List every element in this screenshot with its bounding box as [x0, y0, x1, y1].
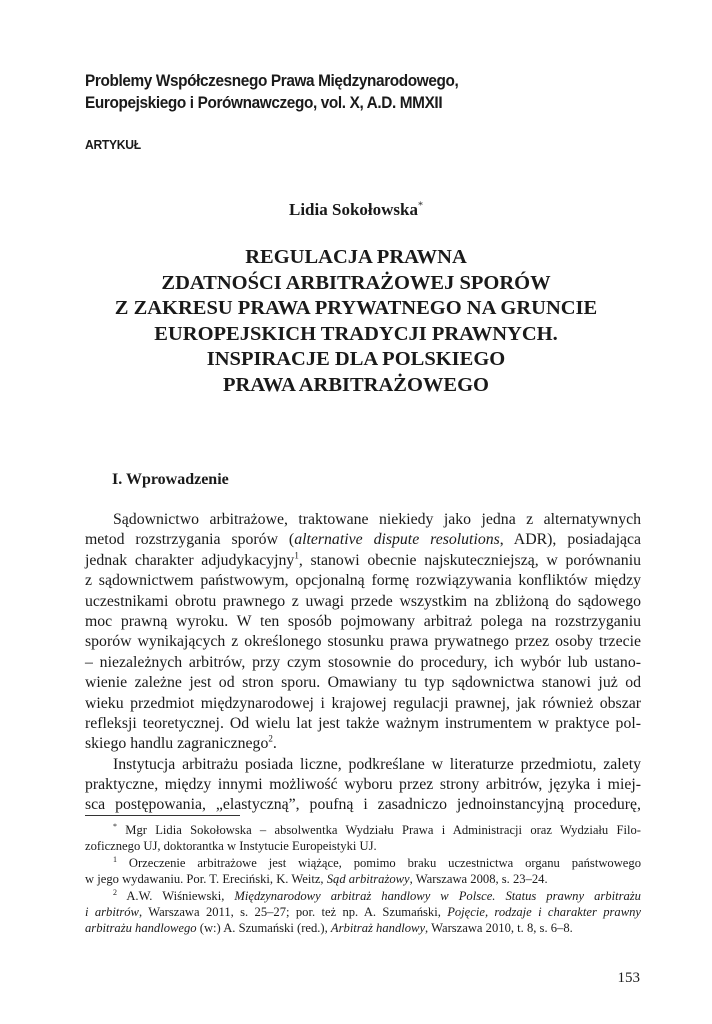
body-line: wienie zależne jest od stron sporu. Omawiany tu typ sądownictwa stanowi już od	[85, 674, 641, 692]
footnote-line	[85, 920, 641, 936]
italic-span: Pojęcie, rodzaje i charakter prawny	[447, 904, 641, 919]
author-name-text: Lidia Sokołowska	[289, 200, 418, 219]
text-span: Orzeczenie arbitrażowe jest wiążące, pomimo braku uczestnictwa organu państwowego	[117, 855, 641, 870]
text-span: , Warszawa 2011, s. 25–27; por. też np. A. Szumański,	[138, 904, 448, 919]
title-line: PRAWA ARBITRAŻOWEGO	[223, 373, 489, 396]
page-number: 153	[617, 970, 640, 986]
text-span: jednak charakter adjudykacyjny	[85, 551, 295, 569]
text-span: , Warszawa 2008, s. 23–24.	[409, 872, 548, 887]
journal-header	[85, 70, 606, 114]
section-heading: I. Wprowadzenie	[112, 471, 229, 488]
author-footnote-mark: *	[417, 200, 423, 212]
footnote-separator	[85, 815, 240, 816]
footnote-line: zoficznego UJ, doktorantka w Instytucie Europeistyki UJ.	[85, 839, 377, 854]
text-span: A.W. Wiśniewski,	[117, 888, 235, 903]
author-name	[0, 200, 712, 220]
body-line: Sądownictwo arbitrażowe, traktowane niekiedy jako jedna z alternatywnych	[113, 511, 641, 528]
title-line: Z ZAKRESU PRAWA PRYWATNEGO NA GRUNCIE	[114, 297, 598, 319]
footnote-line	[85, 888, 641, 904]
italic-span: i arbitrów	[85, 904, 139, 919]
text-span: , Warszawa 2010, t. 8, s. 6–8.	[425, 921, 573, 936]
italic-span: Międzynarodowy arbitraż handlowy w Polsce. Status prawny arbitrażu	[234, 888, 641, 903]
footnote-mark: *	[113, 821, 117, 831]
text-span: skiego handlu zagranicznego	[85, 735, 269, 753]
body-line: – niezależnych arbitrów, przy czym stosownie do procedury, ich wybór lub ustano-	[85, 653, 641, 671]
journal-title-line-2: Europejskiego i Porównawczego, vol. X, A.D. MMXII	[85, 94, 443, 112]
text-span: (w:) A. Szumański (red.),	[196, 921, 331, 936]
text-span: .	[272, 735, 277, 753]
footnote-ref[interactable]: 1	[294, 550, 299, 561]
body-line: sca postępowania, „elastyczną”, poufną i zasadniczo jednoinstancyjną procedurę,	[85, 796, 641, 814]
italic-span: Arbitraż handlowy	[330, 921, 426, 936]
body-line: sporów wynikających z określonego stosunku prawa prywatnego przez osoby trzecie	[85, 633, 641, 651]
article-type-label: ARTYKUŁ	[85, 137, 141, 152]
footnote-line	[85, 822, 641, 838]
footnote-line	[85, 855, 641, 871]
title-line: REGULACJA PRAWNA	[245, 246, 467, 268]
body-text	[85, 510, 641, 816]
body-line: refleksji teoretycznej. Od wielu lat jest także ważnym instrumentem w praktyce pol-	[85, 714, 641, 732]
title-line: ZDATNOŚCI ARBITRAŻOWEJ SPORÓW	[161, 271, 551, 294]
title-line: EUROPEJSKICH TRADYCJI PRAWNYCH.	[154, 322, 558, 345]
footnote-ref[interactable]: 2	[268, 734, 273, 745]
text-span: metod rozstrzygania sporów (	[85, 531, 295, 549]
journal-title-line-1: Problemy Współczesnego Prawa Międzynarodowego,	[85, 72, 459, 90]
body-line: wieku przedmiot międzynarodowej i krajowej regulacji prawnej, jak również obszar	[85, 694, 641, 712]
text-span: , stanowi obecnie najskuteczniejszą, w porównaniu	[298, 551, 641, 569]
body-line	[85, 734, 641, 754]
italic-span: Sąd arbitrażowy	[326, 872, 410, 887]
body-line: moc prawną wyroku. W ten sposób pojmowany arbitraż polega na rozstrzyganiu	[85, 612, 641, 630]
italic-span: alternative dispute resolutions	[294, 531, 500, 549]
footnote-line	[85, 871, 641, 887]
body-line: uczestnikami obrotu prawnego z uwagi przede wszystkim na zbliżoną do sądowego	[85, 592, 641, 610]
footnote-mark: 2	[113, 887, 117, 897]
text-span: w jego wydawaniu. Por. T. Ereciński, K. Weitz,	[85, 872, 327, 887]
title-line: INSPIRACJE DLA POLSKIEGO	[206, 348, 506, 370]
footnote-mark: 1	[113, 854, 117, 864]
text-span: , ADR), posiadająca	[499, 531, 641, 549]
footnote-line	[85, 904, 641, 920]
body-line	[85, 530, 641, 550]
body-line: z sądownictwem państwowym, opcjonalną formę rozwiązywania konfliktów między	[85, 572, 641, 590]
italic-span: arbitrażu handlowego	[85, 921, 197, 936]
article-title	[60, 245, 652, 398]
body-line: praktyczne, między innymi możliwość wyboru przez strony arbitrów, języka i miej-	[85, 776, 641, 794]
text-span: Mgr Lidia Sokołowska – absolwentka Wydziału Prawa i Administracji oraz Wydziału Filo-	[117, 823, 641, 837]
body-line	[85, 551, 641, 571]
footnotes	[85, 822, 641, 937]
body-line: Instytucja arbitrażu posiada liczne, podkreślane w literaturze przedmiotu, zalety	[113, 755, 641, 773]
